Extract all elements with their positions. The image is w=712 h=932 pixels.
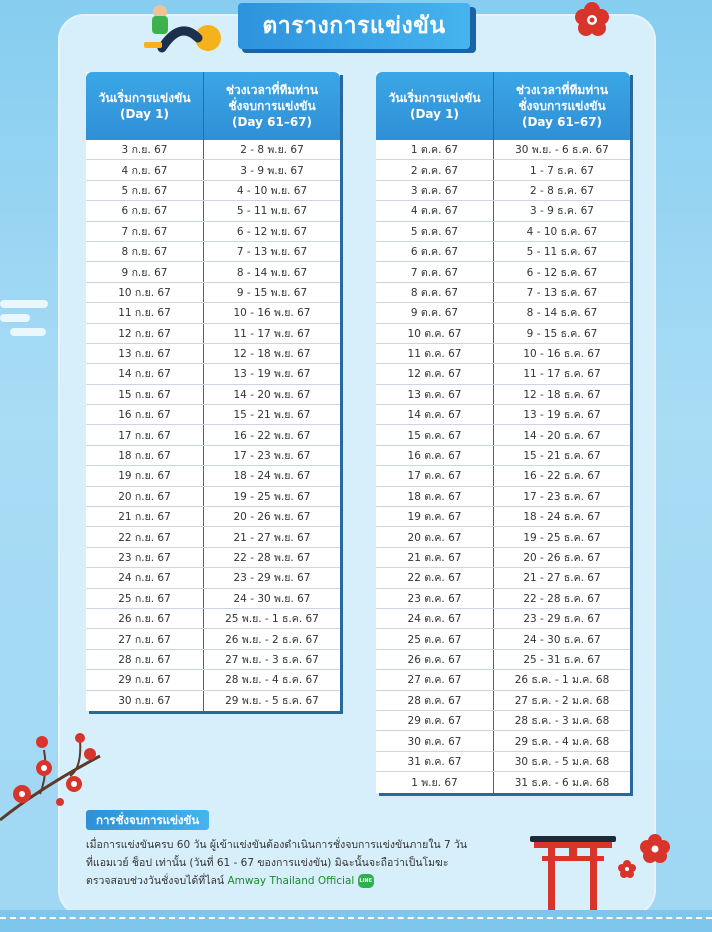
start-date-cell: 18 ต.ค. 67 <box>376 487 494 506</box>
table-row <box>376 629 630 649</box>
start-date-cell: 10 ก.ย. 67 <box>86 283 204 302</box>
table-row <box>376 691 630 711</box>
table-row <box>376 242 630 262</box>
weigh-period-cell: 12 - 18 ธ.ค. 67 <box>523 388 601 401</box>
table-row <box>376 507 630 527</box>
start-date-cell: 14 ก.ย. 67 <box>86 364 204 383</box>
table-row <box>86 609 340 629</box>
table-body <box>86 140 340 711</box>
table-row <box>376 140 630 160</box>
plum-blossom-icon <box>640 834 670 864</box>
start-date-cell: 27 ต.ค. 67 <box>376 670 494 689</box>
weigh-period-cell: 27 ธ.ค. - 2 ม.ค. 68 <box>514 694 610 707</box>
table-row <box>86 160 340 180</box>
table-row <box>376 527 630 547</box>
start-date-cell: 9 ต.ค. 67 <box>376 303 494 322</box>
start-date-cell: 30 ก.ย. 67 <box>86 691 204 711</box>
table-row <box>86 242 340 262</box>
table-row <box>86 446 340 466</box>
start-date-cell: 2 ต.ค. 67 <box>376 160 494 179</box>
table-row <box>376 772 630 792</box>
table-row <box>376 752 630 772</box>
weigh-period-cell: 24 - 30 พ.ย. 67 <box>233 592 311 605</box>
table-row <box>376 262 630 282</box>
table-row <box>376 466 630 486</box>
start-date-cell: 15 ต.ค. 67 <box>376 425 494 444</box>
weigh-period-cell: 8 - 14 ธ.ค. 67 <box>526 307 598 320</box>
table-row <box>86 283 340 303</box>
start-date-cell: 26 ก.ย. 67 <box>86 609 204 628</box>
start-date-cell: 19 ต.ค. 67 <box>376 507 494 526</box>
weigh-period-cell: 9 - 15 ธ.ค. 67 <box>526 327 598 340</box>
weigh-period-cell: 29 ธ.ค. - 4 ม.ค. 68 <box>514 735 610 748</box>
start-date-cell: 17 ต.ค. 67 <box>376 466 494 485</box>
weigh-period-cell: 15 - 21 ธ.ค. 67 <box>523 450 601 463</box>
weigh-period-cell: 3 - 9 พ.ย. 67 <box>240 164 304 177</box>
start-date-cell: 3 ก.ย. 67 <box>86 140 204 159</box>
start-date-cell: 1 พ.ย. 67 <box>376 772 494 792</box>
start-date-cell: 6 ต.ค. 67 <box>376 242 494 261</box>
table-row <box>86 507 340 527</box>
table-row <box>86 364 340 384</box>
weigh-period-cell: 13 - 19 พ.ย. 67 <box>233 368 311 381</box>
table-row <box>376 650 630 670</box>
weigh-period-cell: 30 ธ.ค. - 5 ม.ค. 68 <box>514 755 610 768</box>
weigh-period-cell: 8 - 14 พ.ย. 67 <box>236 266 308 279</box>
table-row <box>86 589 340 609</box>
start-date-cell: 6 ก.ย. 67 <box>86 201 204 220</box>
start-date-cell: 21 ต.ค. 67 <box>376 548 494 567</box>
table-row <box>376 405 630 425</box>
table-row <box>376 283 630 303</box>
note-tag: การชั่งจบการแข่งขัน <box>86 810 209 830</box>
start-date-cell: 18 ก.ย. 67 <box>86 446 204 465</box>
weigh-period-cell: 6 - 12 ธ.ค. 67 <box>526 266 598 279</box>
start-date-cell: 11 ต.ค. 67 <box>376 344 494 363</box>
start-date-cell: 4 ต.ค. 67 <box>376 201 494 220</box>
table-row <box>86 629 340 649</box>
table-row <box>86 568 340 588</box>
header-weigh-period: ช่วงเวลาที่ทีมท่าน ชั่งจบการแข่งขัน (Day 61–67) <box>225 83 319 129</box>
weigh-period-cell: 23 - 29 ธ.ค. 67 <box>523 613 601 626</box>
table-row <box>86 262 340 282</box>
weigh-period-cell: 13 - 19 ธ.ค. 67 <box>523 409 601 422</box>
weigh-period-cell: 25 พ.ย. - 1 ธ.ค. 67 <box>225 613 319 626</box>
table-row <box>86 344 340 364</box>
header-start-date: วันเริ่มการแข่งขัน (Day 1) <box>376 72 494 140</box>
start-date-cell: 10 ต.ค. 67 <box>376 324 494 343</box>
table-row <box>376 385 630 405</box>
table-row <box>376 222 630 242</box>
start-date-cell: 5 ต.ค. 67 <box>376 222 494 241</box>
start-date-cell: 4 ก.ย. 67 <box>86 160 204 179</box>
start-date-cell: 22 ก.ย. 67 <box>86 527 204 546</box>
weigh-period-cell: 2 - 8 พ.ย. 67 <box>240 144 304 157</box>
table-row <box>376 568 630 588</box>
start-date-cell: 20 ต.ค. 67 <box>376 527 494 546</box>
table-header <box>86 72 340 140</box>
weigh-period-cell: 17 - 23 ธ.ค. 67 <box>523 490 601 503</box>
weigh-period-cell: 11 - 17 พ.ย. 67 <box>233 327 311 340</box>
start-date-cell: 16 ต.ค. 67 <box>376 446 494 465</box>
weigh-period-cell: 10 - 16 พ.ย. 67 <box>233 307 311 320</box>
start-date-cell: 5 ก.ย. 67 <box>86 181 204 200</box>
table-row <box>376 181 630 201</box>
table-row <box>376 670 630 690</box>
weigh-period-cell: 5 - 11 ธ.ค. 67 <box>526 246 598 259</box>
weigh-period-cell: 24 - 30 ธ.ค. 67 <box>523 633 601 646</box>
weigh-period-cell: 18 - 24 ธ.ค. 67 <box>523 511 601 524</box>
torii-gate-icon <box>530 832 620 912</box>
start-date-cell: 1 ต.ค. 67 <box>376 140 494 159</box>
weigh-period-cell: 26 ธ.ค. - 1 ม.ค. 68 <box>514 674 610 687</box>
weigh-period-cell: 10 - 16 ธ.ค. 67 <box>523 348 601 361</box>
start-date-cell: 3 ต.ค. 67 <box>376 181 494 200</box>
table-row <box>376 711 630 731</box>
table-row <box>86 487 340 507</box>
table-row <box>376 160 630 180</box>
start-date-cell: 28 ก.ย. 67 <box>86 650 204 669</box>
start-date-cell: 23 ก.ย. 67 <box>86 548 204 567</box>
weigh-period-cell: 26 พ.ย. - 2 ธ.ค. 67 <box>225 633 319 646</box>
footer-strip <box>0 910 712 932</box>
table-row <box>86 527 340 547</box>
table-row <box>86 670 340 690</box>
table-row <box>376 589 630 609</box>
start-date-cell: 19 ก.ย. 67 <box>86 466 204 485</box>
table-row <box>376 344 630 364</box>
weigh-period-cell: 17 - 23 พ.ย. 67 <box>233 450 311 463</box>
start-date-cell: 12 ก.ย. 67 <box>86 324 204 343</box>
start-date-cell: 26 ต.ค. 67 <box>376 650 494 669</box>
weigh-period-cell: 6 - 12 พ.ย. 67 <box>236 225 308 238</box>
weigh-period-cell: 16 - 22 พ.ย. 67 <box>233 429 311 442</box>
weigh-period-cell: 20 - 26 ธ.ค. 67 <box>523 552 601 564</box>
weigh-period-cell: 4 - 10 พ.ย. 67 <box>236 184 308 197</box>
table-row <box>86 650 340 670</box>
start-date-cell: 25 ต.ค. 67 <box>376 629 494 648</box>
start-date-cell: 24 ก.ย. 67 <box>86 568 204 587</box>
weigh-period-cell: 21 - 27 ธ.ค. 67 <box>523 572 601 585</box>
table-row <box>376 201 630 221</box>
weigh-period-cell: 28 พ.ย. - 4 ธ.ค. 67 <box>225 674 319 687</box>
header-weigh-period: ช่วงเวลาที่ทีมท่าน ชั่งจบการแข่งขัน (Day 61–67) <box>515 83 609 129</box>
start-date-cell: 7 ต.ค. 67 <box>376 262 494 281</box>
weigh-period-cell: 4 - 10 ธ.ค. 67 <box>526 225 598 238</box>
start-date-cell: 13 ก.ย. 67 <box>86 344 204 363</box>
weigh-period-cell: 29 พ.ย. - 5 ธ.ค. 67 <box>225 695 319 708</box>
table-row <box>376 364 630 384</box>
weigh-period-cell: 11 - 17 ธ.ค. 67 <box>523 368 601 381</box>
table-row <box>376 548 630 568</box>
table-row <box>86 222 340 242</box>
weigh-period-cell: 18 - 24 พ.ย. 67 <box>233 470 311 483</box>
weigh-period-cell: 22 - 28 ธ.ค. 67 <box>523 592 601 605</box>
start-date-cell: 30 ต.ค. 67 <box>376 731 494 750</box>
start-date-cell: 16 ก.ย. 67 <box>86 405 204 424</box>
table-row <box>376 731 630 751</box>
exercise-icon <box>140 0 224 56</box>
weigh-period-cell: 23 - 29 พ.ย. 67 <box>233 572 311 585</box>
weigh-period-cell: 30 พ.ย. - 6 ธ.ค. 67 <box>515 144 609 157</box>
start-date-cell: 21 ก.ย. 67 <box>86 507 204 526</box>
weigh-period-cell: 1 - 7 ธ.ค. 67 <box>530 164 594 177</box>
start-date-cell: 23 ต.ค. 67 <box>376 589 494 608</box>
table-row <box>86 425 340 445</box>
table-row <box>86 548 340 568</box>
table-body <box>376 140 630 793</box>
table-row <box>86 691 340 711</box>
table-row <box>86 303 340 323</box>
note-text: เมื่อการแข่งขันครบ 60 วัน ผู้เข้าแข่งขันต้องดำเนินการชั่งจบการแข่งขันภายใน 7 วัน ที่แอมเวย์ ช็อป เท่านั้น (วันที่ 61 - 67 ของการแข่งขัน) มิฉะนั้นจะถือว่าเป็นโมฆะ ตรวจสอบช่วงวันชั่งจบได้ที่ไลน์ Amway Thailand Official LINE <box>86 839 468 887</box>
weigh-period-cell: 15 - 21 พ.ย. 67 <box>233 409 311 422</box>
start-date-cell: 29 ต.ค. 67 <box>376 711 494 730</box>
weigh-period-cell: 7 - 13 ธ.ค. 67 <box>526 286 598 299</box>
weigh-period-cell: 21 - 27 พ.ย. 67 <box>233 531 311 544</box>
line-app-icon[interactable]: LINE <box>358 874 374 888</box>
weigh-period-cell: 25 - 31 ธ.ค. 67 <box>523 653 601 666</box>
schedule-table-september <box>86 72 340 711</box>
weigh-period-cell: 31 ธ.ค. - 6 ม.ค. 68 <box>514 776 610 789</box>
weigh-period-cell: 3 - 9 ธ.ค. 67 <box>530 205 594 218</box>
weigh-period-cell: 12 - 18 พ.ย. 67 <box>233 348 311 361</box>
start-date-cell: 12 ต.ค. 67 <box>376 364 494 383</box>
weigh-period-cell: 5 - 11 พ.ย. 67 <box>236 205 308 218</box>
start-date-cell: 9 ก.ย. 67 <box>86 262 204 281</box>
start-date-cell: 15 ก.ย. 67 <box>86 385 204 404</box>
start-date-cell: 31 ต.ค. 67 <box>376 752 494 771</box>
weigh-period-cell: 2 - 8 ธ.ค. 67 <box>530 184 594 197</box>
header-start-date: วันเริ่มการแข่งขัน (Day 1) <box>86 72 204 140</box>
table-row <box>376 609 630 629</box>
weigh-period-cell: 27 พ.ย. - 3 ธ.ค. 67 <box>225 653 319 666</box>
footer-dashed-line <box>0 917 712 919</box>
table-row <box>86 201 340 221</box>
table-row <box>86 324 340 344</box>
table-row <box>86 181 340 201</box>
start-date-cell: 13 ต.ค. 67 <box>376 385 494 404</box>
weigh-period-cell: 22 - 28 พ.ย. 67 <box>233 552 311 564</box>
start-date-cell: 8 ก.ย. 67 <box>86 242 204 261</box>
table-header <box>376 72 630 140</box>
start-date-cell: 8 ต.ค. 67 <box>376 283 494 302</box>
table-row <box>86 405 340 425</box>
start-date-cell: 7 ก.ย. 67 <box>86 222 204 241</box>
start-date-cell: 14 ต.ค. 67 <box>376 405 494 424</box>
weigh-period-cell: 19 - 25 พ.ย. 67 <box>233 490 311 503</box>
table-row <box>376 446 630 466</box>
start-date-cell: 25 ก.ย. 67 <box>86 589 204 608</box>
weigh-period-cell: 14 - 20 ธ.ค. 67 <box>523 429 601 442</box>
start-date-cell: 22 ต.ค. 67 <box>376 568 494 587</box>
cloud-decoration <box>0 290 60 350</box>
table-row <box>376 303 630 323</box>
schedule-table-october <box>376 72 630 793</box>
weigh-period-cell: 7 - 13 พ.ย. 67 <box>236 246 308 259</box>
weigh-period-cell: 19 - 25 ธ.ค. 67 <box>523 531 601 544</box>
plum-blossom-icon <box>574 2 610 38</box>
table-row <box>86 385 340 405</box>
start-date-cell: 20 ก.ย. 67 <box>86 487 204 506</box>
weigh-period-cell: 16 - 22 ธ.ค. 67 <box>523 470 601 483</box>
table-row <box>376 487 630 507</box>
page-title: ตารางการแข่งขัน <box>238 3 470 49</box>
plum-blossom-icon <box>618 860 636 878</box>
start-date-cell: 27 ก.ย. 67 <box>86 629 204 648</box>
start-date-cell: 29 ก.ย. 67 <box>86 670 204 689</box>
weigh-period-cell: 14 - 20 พ.ย. 67 <box>233 388 311 401</box>
start-date-cell: 24 ต.ค. 67 <box>376 609 494 628</box>
title-banner <box>238 3 476 53</box>
weigh-period-cell: 9 - 15 พ.ย. 67 <box>236 286 308 299</box>
weigh-period-cell: 28 ธ.ค. - 3 ม.ค. 68 <box>514 715 610 728</box>
table-row <box>376 324 630 344</box>
start-date-cell: 17 ก.ย. 67 <box>86 425 204 444</box>
amway-line-link[interactable]: Amway Thailand Official <box>227 875 355 887</box>
table-row <box>376 425 630 445</box>
weigh-period-cell: 20 - 26 พ.ย. 67 <box>233 511 311 524</box>
table-row <box>86 466 340 486</box>
start-date-cell: 11 ก.ย. 67 <box>86 303 204 322</box>
start-date-cell: 28 ต.ค. 67 <box>376 691 494 710</box>
table-row <box>86 140 340 160</box>
